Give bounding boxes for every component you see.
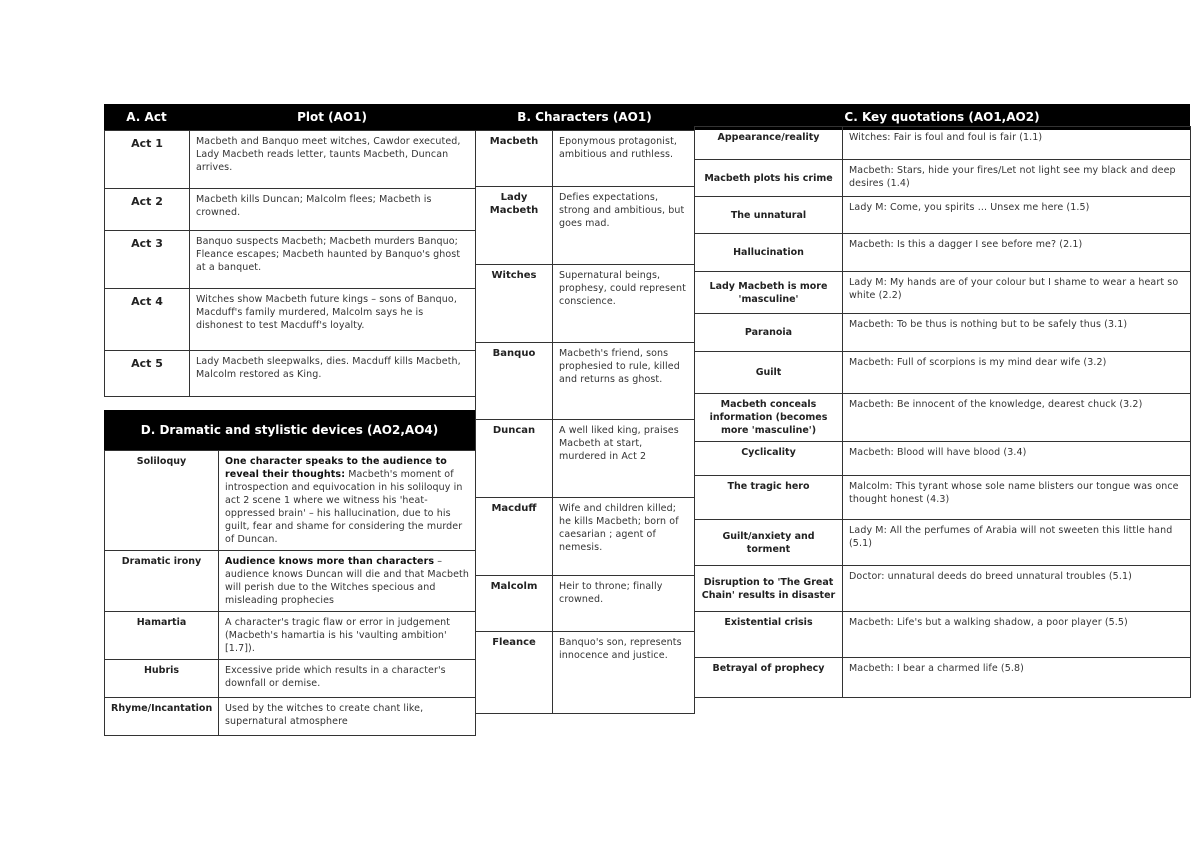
section-a-act-header: A. Act bbox=[104, 104, 189, 130]
plot-summary: Witches show Macbeth future kings – sons of Banquo, Macduff's family murdered, Malcolm says he is dishonest to test Macduff's loyalty. bbox=[190, 289, 476, 351]
quote-text: Macbeth: To be thus is nothing but to be safely thus (3.1) bbox=[843, 314, 1191, 352]
quote-theme: The unnatural bbox=[695, 197, 843, 234]
quote-theme: Appearance/reality bbox=[695, 127, 843, 160]
table-row bbox=[695, 352, 1191, 394]
characters-table bbox=[475, 130, 695, 714]
character-name: Macduff bbox=[476, 498, 553, 576]
table-row bbox=[695, 197, 1191, 234]
device-term: Rhyme/Incantation bbox=[105, 698, 219, 736]
quote-text: Macbeth: I bear a charmed life (5.8) bbox=[843, 658, 1191, 698]
quote-text: Lady M: Come, you spirits ... Unsex me here (1.5) bbox=[843, 197, 1191, 234]
device-term: Soliloquy bbox=[105, 451, 219, 551]
table-row bbox=[105, 612, 476, 660]
plot-table bbox=[104, 130, 476, 397]
table-row bbox=[105, 451, 476, 551]
character-name: Duncan bbox=[476, 420, 553, 498]
character-description: Supernatural beings, prophesy, could represent conscience. bbox=[553, 265, 695, 343]
plot-summary: Macbeth kills Duncan; Malcolm flees; Macbeth is crowned. bbox=[190, 189, 476, 231]
device-term: Hubris bbox=[105, 660, 219, 698]
device-definition-bold: Audience knows more than characters bbox=[225, 556, 435, 567]
character-description: Eponymous protagonist, ambitious and ruthless. bbox=[553, 131, 695, 187]
act-label: Act 5 bbox=[105, 351, 190, 397]
table-row bbox=[476, 576, 695, 632]
plot-summary: Macbeth and Banquo meet witches, Cawdor executed, Lady Macbeth reads letter, taunts Macbeth, Duncan arrives. bbox=[190, 131, 476, 189]
section-a-plot-header: Plot (AO1) bbox=[189, 104, 475, 130]
table-row bbox=[476, 265, 695, 343]
character-description: Macbeth's friend, sons prophesied to rule, killed and returns as ghost. bbox=[553, 343, 695, 420]
device-definition-text: – audience knows Duncan will die and that Macbeth will perish due to the Witches specious and misleading prophecies bbox=[225, 556, 469, 606]
quote-theme: The tragic hero bbox=[695, 476, 843, 520]
act-label: Act 3 bbox=[105, 231, 190, 289]
character-description: Banquo's son, represents innocence and justice. bbox=[553, 632, 695, 714]
character-description: Defies expectations, strong and ambitious, but goes mad. bbox=[553, 187, 695, 265]
table-row bbox=[476, 187, 695, 265]
device-definition-bold: One character speaks to the audience to reveal their thoughts: bbox=[225, 456, 447, 480]
table-row bbox=[695, 160, 1191, 197]
device-definition bbox=[219, 451, 476, 551]
quote-text: Macbeth: Full of scorpions is my mind dear wife (3.2) bbox=[843, 352, 1191, 394]
table-row bbox=[105, 289, 476, 351]
character-name: Macbeth bbox=[476, 131, 553, 187]
table-row bbox=[105, 189, 476, 231]
table-row bbox=[476, 498, 695, 576]
character-description: Heir to throne; finally crowned. bbox=[553, 576, 695, 632]
quote-theme: Hallucination bbox=[695, 234, 843, 272]
character-description: Wife and children killed; he kills Macbeth; born of caesarian ; agent of nemesis. bbox=[553, 498, 695, 576]
quote-theme: Guilt/anxiety and torment bbox=[695, 520, 843, 566]
table-row bbox=[476, 343, 695, 420]
table-row bbox=[695, 658, 1191, 698]
quote-text: Macbeth: Stars, hide your fires/Let not light see my black and deep desires (1.4) bbox=[843, 160, 1191, 197]
plot-summary: Banquo suspects Macbeth; Macbeth murders Banquo; Fleance escapes; Macbeth haunted by Banquo's ghost at a banquet. bbox=[190, 231, 476, 289]
character-description: A well liked king, praises Macbeth at start, murdered in Act 2 bbox=[553, 420, 695, 498]
character-name: Fleance bbox=[476, 632, 553, 714]
quote-theme: Guilt bbox=[695, 352, 843, 394]
quote-text: Malcolm: This tyrant whose sole name blisters our tongue was once thought honest (4.3) bbox=[843, 476, 1191, 520]
quote-theme: Paranoia bbox=[695, 314, 843, 352]
quote-text: Macbeth: Be innocent of the knowledge, dearest chuck (3.2) bbox=[843, 394, 1191, 442]
table-row bbox=[476, 420, 695, 498]
quote-theme: Cyclicality bbox=[695, 442, 843, 476]
character-name: Witches bbox=[476, 265, 553, 343]
quote-text: Lady M: My hands are of your colour but I shame to wear a heart so white (2.2) bbox=[843, 272, 1191, 314]
quote-text: Macbeth: Life's but a walking shadow, a poor player (5.5) bbox=[843, 612, 1191, 658]
table-row bbox=[695, 394, 1191, 442]
device-term: Dramatic irony bbox=[105, 551, 219, 612]
quote-theme: Macbeth conceals information (becomes more 'masculine') bbox=[695, 394, 843, 442]
quote-text: Witches: Fair is foul and foul is fair (1.1) bbox=[843, 127, 1191, 160]
act-label: Act 1 bbox=[105, 131, 190, 189]
table-row bbox=[695, 314, 1191, 352]
character-name: Banquo bbox=[476, 343, 553, 420]
quotations-table bbox=[694, 126, 1191, 698]
device-definition: Used by the witches to create chant like, supernatural atmosphere bbox=[219, 698, 476, 736]
quote-text: Macbeth: Is this a dagger I see before me? (2.1) bbox=[843, 234, 1191, 272]
act-label: Act 2 bbox=[105, 189, 190, 231]
table-row bbox=[105, 351, 476, 397]
quote-text: Doctor: unnatural deeds do breed unnatural troubles (5.1) bbox=[843, 566, 1191, 612]
section-d-header: D. Dramatic and stylistic devices (AO2,AO4) bbox=[104, 410, 475, 450]
table-row bbox=[695, 476, 1191, 520]
character-name: Lady Macbeth bbox=[476, 187, 553, 265]
quote-theme: Betrayal of prophecy bbox=[695, 658, 843, 698]
table-row bbox=[105, 131, 476, 189]
section-b-header: B. Characters (AO1) bbox=[475, 104, 694, 130]
table-row bbox=[695, 234, 1191, 272]
device-definition bbox=[219, 551, 476, 612]
quote-text: Macbeth: Blood will have blood (3.4) bbox=[843, 442, 1191, 476]
device-term: Hamartia bbox=[105, 612, 219, 660]
device-definition-text: Macbeth's moment of introspection and equivocation in his soliloquy in act 2 scene 1 where we witness his 'heat-oppressed brain' – his hallucination, due to his guilt, fear and shame for considering the murder of Duncan. bbox=[225, 469, 463, 545]
table-row bbox=[105, 660, 476, 698]
quote-theme: Macbeth plots his crime bbox=[695, 160, 843, 197]
device-definition: Excessive pride which results in a character's downfall or demise. bbox=[219, 660, 476, 698]
table-row bbox=[695, 520, 1191, 566]
quote-theme: Lady Macbeth is more 'masculine' bbox=[695, 272, 843, 314]
device-definition: A character's tragic flaw or error in judgement (Macbeth's hamartia is his 'vaulting ambition' [1.7]). bbox=[219, 612, 476, 660]
devices-table bbox=[104, 450, 476, 736]
table-row bbox=[695, 442, 1191, 476]
table-row bbox=[105, 231, 476, 289]
table-row bbox=[695, 566, 1191, 612]
plot-summary: Lady Macbeth sleepwalks, dies. Macduff kills Macbeth, Malcolm restored as King. bbox=[190, 351, 476, 397]
table-row bbox=[695, 127, 1191, 160]
table-row bbox=[695, 272, 1191, 314]
character-name: Malcolm bbox=[476, 576, 553, 632]
table-row bbox=[105, 698, 476, 736]
section-c-header: C. Key quotations (AO1,AO2) bbox=[694, 104, 1190, 130]
table-row bbox=[105, 551, 476, 612]
table-row bbox=[476, 131, 695, 187]
table-row bbox=[695, 612, 1191, 658]
quote-text: Lady M: All the perfumes of Arabia will not sweeten this little hand (5.1) bbox=[843, 520, 1191, 566]
quote-theme: Existential crisis bbox=[695, 612, 843, 658]
act-label: Act 4 bbox=[105, 289, 190, 351]
table-row bbox=[476, 632, 695, 714]
quote-theme: Disruption to 'The Great Chain' results in disaster bbox=[695, 566, 843, 612]
